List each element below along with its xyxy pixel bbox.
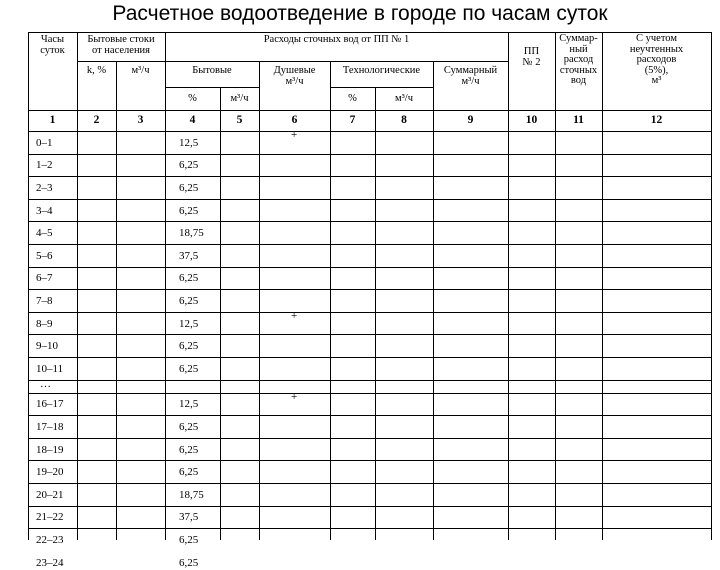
- row-hours: 20–21: [36, 488, 64, 501]
- row-hours: 9–10: [36, 340, 58, 353]
- table-row-border: [28, 289, 712, 290]
- row-household-pct: 18,75: [179, 227, 204, 240]
- row-hours: 7–8: [36, 295, 53, 307]
- row-household-pct: 6,25: [179, 443, 199, 456]
- grid-line: [433, 61, 434, 540]
- column-number: 6: [291, 114, 298, 126]
- header-total-flow: Суммар- ный расход сточных вод: [559, 33, 598, 86]
- grid-line: [508, 32, 509, 540]
- table-row-border: [28, 528, 712, 529]
- column-number: 2: [93, 114, 100, 126]
- row-hours: 22–23: [36, 534, 64, 546]
- header-k-pct: k, %: [86, 65, 107, 76]
- row-hours: 1–2: [36, 159, 53, 172]
- grid-line: [711, 32, 712, 540]
- row-household-pct: 6,25: [179, 556, 199, 569]
- header-total-m3h: Суммарный м³/ч: [443, 65, 498, 87]
- row-shower-mark: +: [291, 390, 298, 403]
- table-row-border: [28, 267, 712, 268]
- header-m3h: м³/ч: [131, 65, 150, 76]
- header-household: Бытовые: [192, 65, 232, 76]
- column-number: 12: [650, 114, 663, 126]
- row-household-pct: 12,5: [179, 317, 199, 330]
- row-household-pct: 12,5: [179, 398, 199, 411]
- column-number: 1: [49, 114, 56, 126]
- header-shower: Душевые м³/ч: [273, 65, 316, 87]
- table-row-border: [28, 483, 712, 484]
- row-hours: 21–22: [36, 511, 64, 524]
- grid-line: [28, 32, 712, 33]
- table-row-border: [28, 460, 712, 461]
- table-row-border: [28, 334, 712, 335]
- table-row-border: [28, 415, 712, 416]
- header-pct: %: [188, 93, 197, 104]
- row-hours: 17–18: [36, 421, 64, 433]
- grid-line: [259, 61, 260, 540]
- row-hours: …: [40, 377, 51, 390]
- header-pct2: %: [348, 93, 357, 104]
- grid-line: [165, 32, 166, 540]
- column-number: 11: [573, 114, 584, 126]
- grid-line: [116, 61, 117, 540]
- table-row-border: [28, 199, 712, 200]
- row-hours: 4–5: [36, 227, 53, 240]
- table-row-border: [28, 357, 712, 358]
- grid-line: [165, 61, 509, 62]
- row-hours: 8–9: [36, 317, 53, 330]
- row-household-pct: 18,75: [179, 488, 204, 501]
- row-hours: 23–24: [36, 556, 64, 569]
- header-pp2: ПП № 2: [522, 46, 541, 68]
- row-hours: 16–17: [36, 398, 64, 411]
- column-number: 9: [467, 114, 474, 126]
- grid-line: [330, 87, 434, 88]
- table-row-border: [28, 438, 712, 439]
- header-pp1-group: Расходы сточных вод от ПП № 1: [263, 34, 410, 45]
- column-number: 8: [401, 114, 407, 126]
- grid-line: [220, 87, 221, 540]
- grid-line: [28, 131, 712, 132]
- row-hours: 2–3: [36, 182, 53, 194]
- table-row-border: [28, 221, 712, 222]
- row-household-pct: 6,25: [179, 362, 199, 375]
- row-household-pct: 37,5: [179, 511, 199, 524]
- row-household-pct: 6,25: [179, 159, 199, 172]
- row-household-pct: 6,25: [179, 340, 199, 353]
- row-household-pct: 6,25: [179, 295, 199, 307]
- column-number: 5: [236, 114, 243, 126]
- row-household-pct: 6,25: [179, 534, 199, 546]
- row-shower-mark: +: [291, 309, 298, 322]
- table-row-border: [28, 393, 712, 394]
- header-unaccounted: С учетом неучтенных расходов (5%), м³: [629, 33, 684, 86]
- row-household-pct: 6,25: [179, 421, 199, 433]
- column-number: 4: [189, 114, 196, 126]
- grid-line: [28, 32, 29, 540]
- column-number: 7: [349, 114, 356, 126]
- table-row-border: [28, 154, 712, 155]
- column-number: 3: [137, 114, 144, 126]
- grid-line: [330, 61, 331, 540]
- row-household-pct: 6,25: [179, 272, 199, 285]
- column-number: 10: [525, 114, 538, 126]
- row-household-pct: 12,5: [179, 136, 199, 149]
- grid-line: [555, 32, 556, 540]
- grid-line: [165, 87, 260, 88]
- header-m3h-sub1: м³/ч: [230, 93, 249, 104]
- row-hours: 5–6: [36, 249, 53, 262]
- table-row-border: [28, 380, 712, 381]
- table-row-border: [28, 244, 712, 245]
- row-hours: 19–20: [36, 466, 64, 479]
- header-m3h-sub2: м³/ч: [395, 93, 413, 104]
- row-hours: 18–19: [36, 443, 64, 456]
- grid-line: [602, 32, 603, 540]
- row-household-pct: 6,25: [179, 204, 199, 217]
- row-household-pct: 6,25: [179, 466, 199, 479]
- row-hours: 10–11: [36, 362, 64, 375]
- page-title: Расчетное водоотведение в городе по часам суток: [112, 2, 608, 25]
- grid-line: [28, 110, 712, 111]
- row-household-pct: 37,5: [179, 249, 199, 262]
- header-technological: Технологические: [342, 65, 421, 76]
- table-row-border: [28, 506, 712, 507]
- table-row-border: [28, 312, 712, 313]
- header-household-group: Бытовые стоки от населения: [87, 34, 155, 56]
- grid-line: [375, 87, 376, 540]
- grid-line: [77, 61, 166, 62]
- row-hours: 6–7: [36, 272, 53, 285]
- header-hours: Часы суток: [40, 34, 65, 56]
- row-hours: 3–4: [36, 204, 53, 217]
- table-row-border: [28, 176, 712, 177]
- row-household-pct: 6,25: [179, 182, 199, 194]
- row-shower-mark: +: [291, 129, 298, 141]
- grid-line: [77, 32, 78, 540]
- row-hours: 0–1: [36, 136, 53, 149]
